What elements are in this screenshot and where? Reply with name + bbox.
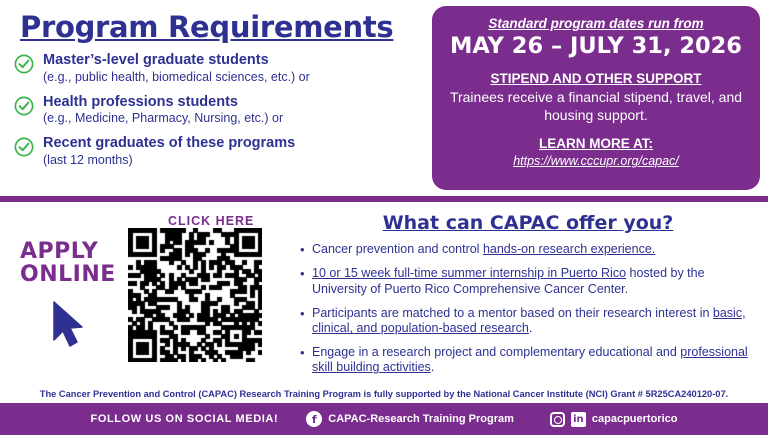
- requirement-sub-text: (e.g., public health, biomedical sciences, etc.) or: [43, 69, 310, 84]
- offer-title: What can CAPAC offer you?: [382, 212, 674, 234]
- offer-panel: [296, 202, 768, 387]
- stipend-body-text: Trainees receive a financial stipend, travel, and housing support.: [449, 89, 743, 123]
- requirement-sub-text: (last 12 months): [43, 153, 133, 168]
- requirement-main-text: Health professions students: [43, 93, 238, 110]
- bullet-icon: •: [300, 266, 305, 282]
- check-circle-icon: [14, 137, 34, 157]
- offer-item-text: Cancer prevention and control hands-on research experience.: [312, 242, 656, 256]
- offer-item-text: 10 or 15 week full-time summer internship in Puerto Rico hosted by the University of Puerto Rico Comprehensive Cancer Center.: [312, 266, 705, 296]
- requirement-sub-text: (e.g., Medicine, Pharmacy, Nursing, etc.) or: [43, 111, 284, 126]
- offer-list-item: [300, 306, 756, 337]
- qr-code[interactable]: [128, 228, 262, 362]
- offer-list-item: [300, 266, 756, 297]
- program-dates-panel: [432, 6, 760, 190]
- check-circle-icon: [14, 96, 34, 116]
- check-circle-icon: [14, 54, 34, 74]
- follow-us-label: FOLLOW US ON SOCIAL MEDIA!: [90, 413, 279, 425]
- offer-item-text: Participants are matched to a mentor based on their research interest in basic, clinical, and population-based research.: [312, 305, 746, 336]
- apply-online-line1: APPLY: [20, 239, 99, 264]
- requirement-item: [14, 135, 420, 168]
- linkedin-icon: in: [571, 412, 586, 427]
- apply-panel: [0, 202, 296, 387]
- offer-list-item: [300, 345, 756, 376]
- middle-section: [0, 202, 768, 387]
- instagram-linkedin-handle[interactable]: [550, 412, 678, 427]
- requirement-main-text: Master’s-level graduate students: [43, 52, 269, 68]
- apply-online-line2: ONLINE: [20, 262, 116, 288]
- program-website-link[interactable]: https://www.cccupr.org/capac/: [513, 154, 679, 168]
- offer-item-text: Engage in a research project and complementary educational and professional skill building activities.: [312, 344, 748, 375]
- bullet-icon: •: [300, 344, 305, 360]
- facebook-handle[interactable]: [306, 411, 514, 427]
- offer-list-item: [300, 242, 756, 258]
- page-title: Program Requirements: [20, 10, 394, 44]
- cursor-arrow-icon: [44, 300, 90, 357]
- bullet-icon: •: [300, 305, 305, 321]
- requirement-main-text: Recent graduates of these programs: [43, 135, 296, 152]
- click-here-label: CLICK HERE: [168, 214, 255, 228]
- social-handle-text: capacpuertorico: [591, 413, 678, 425]
- dates-intro-text: Standard program dates run from: [488, 16, 704, 31]
- top-section: [0, 0, 768, 196]
- bullet-icon: •: [300, 242, 305, 257]
- funding-note: The Cancer Prevention and Control (CAPAC) Research Training Program is fully supported by the National Cancer Institute (NCI) Grant # 5R25CA240120-07.: [39, 389, 729, 399]
- social-media-bar: [0, 403, 768, 435]
- learn-more-heading: LEARN MORE AT:: [539, 136, 653, 151]
- requirement-item: [14, 52, 420, 85]
- program-dates: MAY 26 – JULY 31, 2026: [450, 33, 742, 59]
- facebook-icon: f: [306, 411, 322, 427]
- instagram-icon: [550, 412, 565, 427]
- apply-online-label: [20, 240, 116, 286]
- facebook-handle-text: CAPAC-Research Training Program: [328, 413, 514, 425]
- requirements-panel: [0, 0, 430, 196]
- requirement-item: [14, 94, 420, 127]
- stipend-heading: STIPEND AND OTHER SUPPORT: [490, 71, 702, 86]
